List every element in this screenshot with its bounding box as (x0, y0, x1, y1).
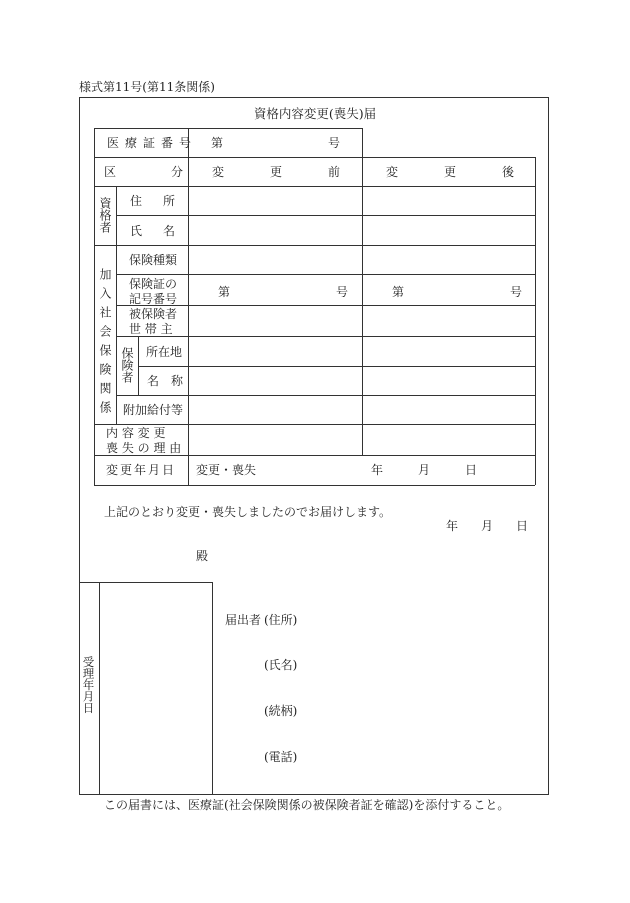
reason-label-2: 喪 失 の 理 由 (106, 441, 182, 455)
applicant-address-label: (住所) (264, 613, 298, 627)
address-label-1: 住 (130, 194, 143, 208)
insurer-name-label-1: 名 (147, 374, 160, 388)
insurer-name-label-2: 称 (171, 374, 184, 388)
num-suffix-after: 号 (510, 285, 523, 299)
insured-label-1: 被保険者 (129, 307, 178, 321)
after-label-2: 更 (444, 165, 457, 179)
name-label-1: 氏 (130, 224, 143, 238)
category-label-2: 分 (171, 165, 184, 179)
after-label-1: 変 (386, 165, 399, 179)
before-label-2: 更 (270, 165, 283, 179)
insurance-type-label: 保険種類 (129, 253, 178, 267)
before-label-1: 変 (212, 165, 225, 179)
card-number-label: 医療証番号 (107, 136, 198, 150)
additional-benefits-label: 附加給付等 (123, 403, 184, 417)
submit-month: 月 (481, 519, 494, 533)
insurance-group-label: 加入社会保険関係 (98, 268, 112, 420)
after-label-3: 後 (502, 165, 515, 179)
statement-text: 上記のとおり変更・喪失しましたのでお届けします。 (104, 505, 392, 519)
location-label: 所在地 (146, 345, 183, 359)
reason-label-1: 内 容 変 更 (106, 426, 166, 440)
receipt-date-label: 受理年月日 (81, 656, 96, 714)
change-date-value: 変更・喪失 (196, 463, 257, 477)
applicant-name-label: (氏名) (264, 658, 298, 672)
address-label-2: 所 (163, 194, 176, 208)
change-date-year: 年 (371, 463, 384, 477)
qualified-person-label: 資格者 (98, 197, 112, 233)
card-number-suffix: 号 (328, 136, 341, 150)
before-label-3: 前 (328, 165, 341, 179)
footnote: この届書には、医療証(社会保険関係の被保険者証を確認)を添付すること。 (104, 798, 510, 812)
form-label: 様式第11号(第11条関係) (79, 80, 215, 94)
category-label-1: 区 (104, 165, 117, 179)
change-date-label: 変更年月日 (106, 463, 177, 477)
applicant-phone-label: (電話) (264, 750, 298, 764)
card-number-prefix: 第 (211, 136, 224, 150)
change-date-month: 月 (418, 463, 431, 477)
addressee-suffix: 殿 (196, 549, 209, 563)
insurance-card-label-2: 記号番号 (129, 292, 178, 306)
change-date-day: 日 (465, 463, 478, 477)
num-prefix-before: 第 (218, 285, 231, 299)
name-label-2: 名 (163, 224, 176, 238)
insured-label-2: 世 帯 主 (129, 322, 173, 336)
submit-year: 年 (446, 519, 459, 533)
submit-day: 日 (516, 519, 529, 533)
insurer-label: 保険者 (120, 347, 134, 383)
applicant-label: 届出者 (225, 613, 262, 627)
num-prefix-after: 第 (392, 285, 405, 299)
form-title: 資格内容変更(喪失)届 (253, 106, 377, 121)
num-suffix-before: 号 (336, 285, 349, 299)
insurance-card-label-1: 保険証の (129, 277, 178, 291)
applicant-relation-label: (続柄) (264, 704, 298, 718)
